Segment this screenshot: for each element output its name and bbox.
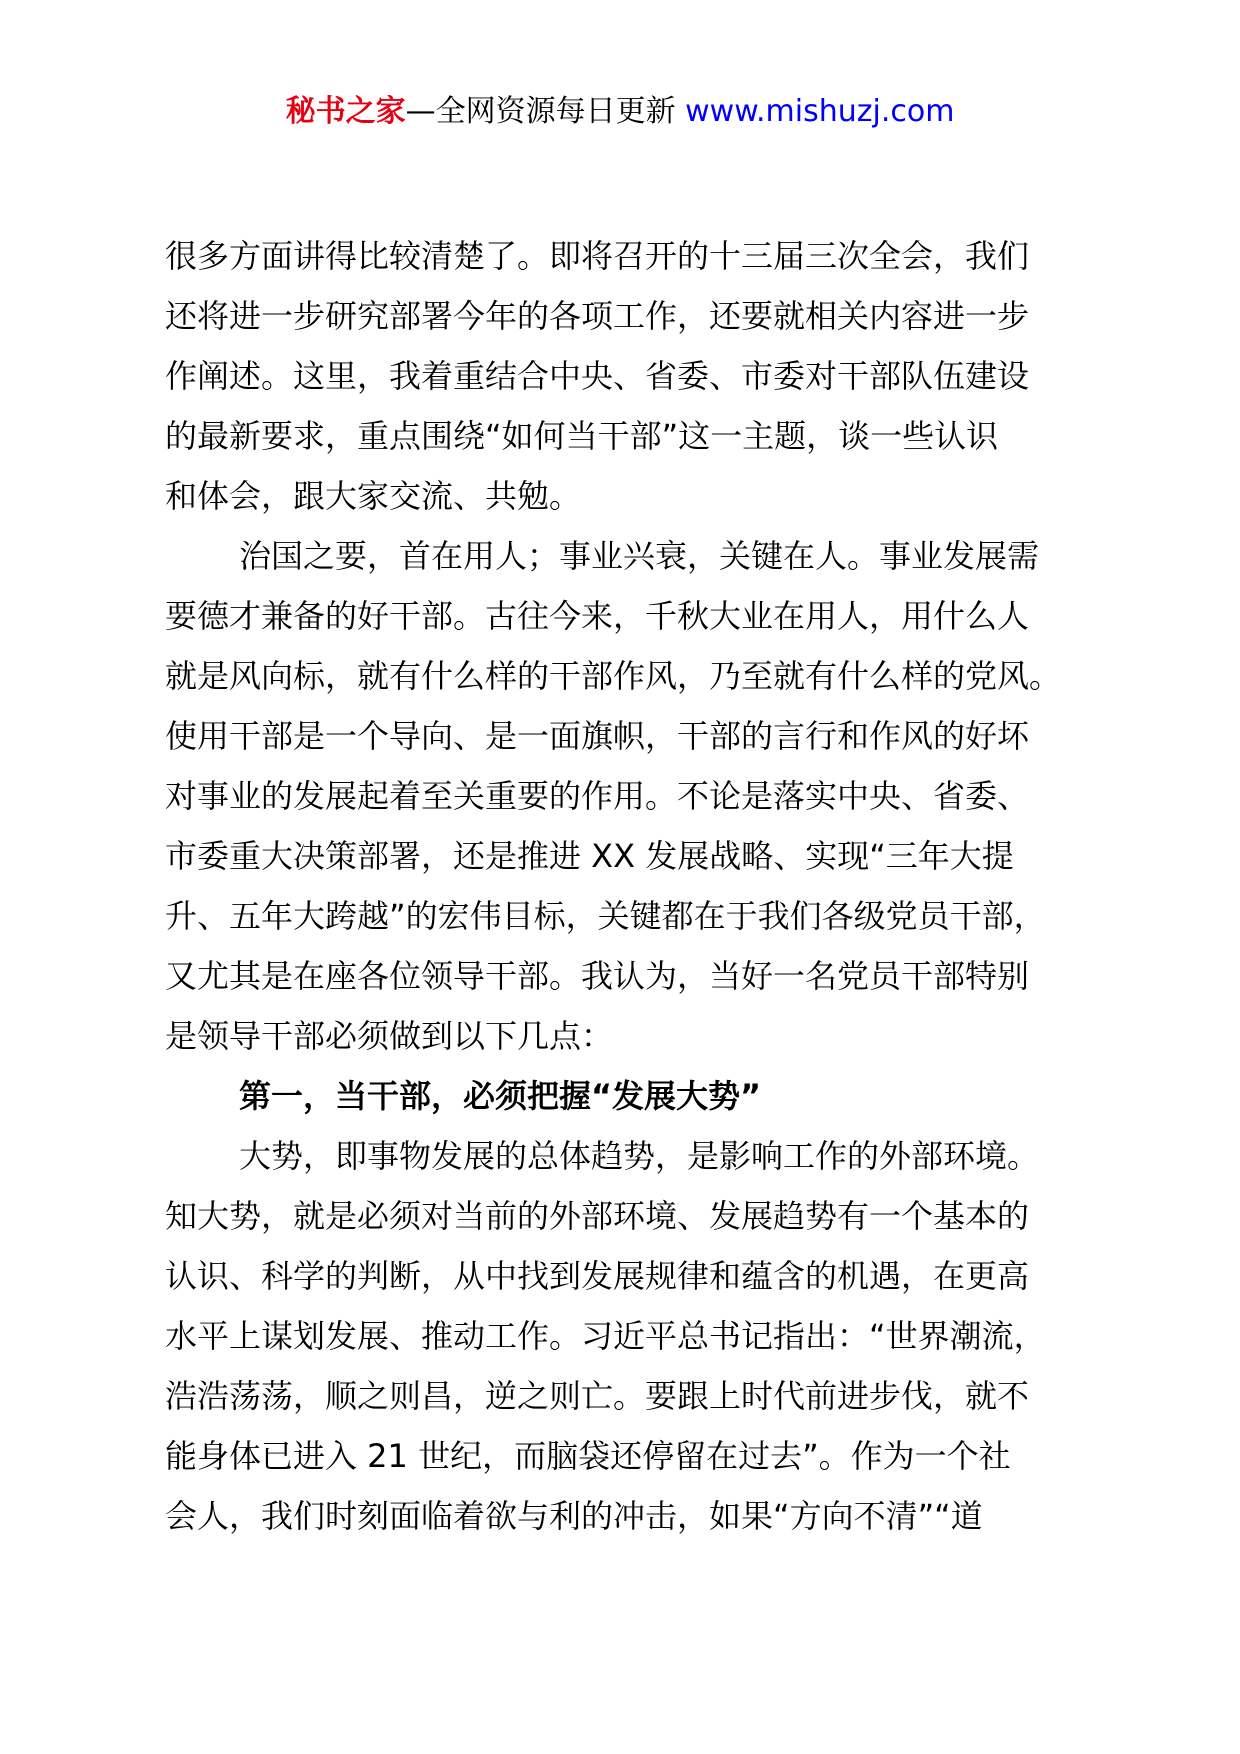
document-body bbox=[165, 226, 1100, 1546]
text-line: 知大势，就是必须对当前的外部环境、发展趋势有一个基本的 bbox=[165, 1197, 1030, 1235]
brand-name: 秘书之家 bbox=[285, 94, 406, 129]
text-line: 使用干部是一个导向、是一面旗帜，干部的言行和作风的好坏 bbox=[165, 717, 1030, 755]
text-line: 水平上谋划发展、推动工作。习近平总书记指出：“世界潮流， bbox=[165, 1317, 1046, 1355]
text-line: 作阐述。这里，我着重结合中央、省委、市委对干部队伍建设 bbox=[165, 357, 1030, 395]
text-line: 的最新要求，重点围绕“如何当干部”这一主题，谈一些认识 bbox=[165, 417, 999, 455]
text-line: 还将进一步研究部署今年的各项工作，还要就相关内容进一步 bbox=[165, 297, 1030, 335]
text-line: 能身体已进入 21 世纪，而脑袋还停留在过去”。作为一个社 bbox=[165, 1437, 1011, 1475]
text-line: 认识、科学的判断，从中找到发展规律和蕴含的机遇，在更高 bbox=[165, 1257, 1030, 1295]
paragraph-start-line: 大势，即事物发展的总体趋势，是影响工作的外部环境。 bbox=[239, 1137, 1040, 1175]
text-line: 浩浩荡荡，顺之则昌，逆之则亡。要跟上时代前进步伐，就不 bbox=[165, 1377, 1030, 1415]
text-line: 市委重大决策部署，还是推进 XX 发展战略、实现“三年大提 bbox=[165, 837, 1014, 875]
text-line: 会人，我们时刻面临着欲与利的冲击，如果“方向不清”“道 bbox=[165, 1497, 983, 1535]
section-heading: 第一，当干部，必须把握“发展大势” bbox=[239, 1077, 762, 1115]
text-line: 升、五年大跨越”的宏伟目标，关键都在于我们各级党员干部， bbox=[165, 897, 1046, 935]
text-line: 要德才兼备的好干部。古往今来，千秋大业在用人，用什么人 bbox=[165, 597, 1030, 635]
text-line: 对事业的发展起着至关重要的作用。不论是落实中央、省委、 bbox=[165, 777, 1030, 815]
website-url[interactable]: www.mishuzj.com bbox=[685, 94, 955, 129]
text-line: 是领导干部必须做到以下几点： bbox=[165, 1017, 614, 1055]
text-line: 和体会，跟大家交流、共勉。 bbox=[165, 477, 582, 515]
paragraph-start-line: 治国之要，首在用人；事业兴衰，关键在人。事业发展需 bbox=[239, 537, 1040, 575]
text-line: 又尤其是在座各位领导干部。我认为，当好一名党员干部特别 bbox=[165, 957, 1030, 995]
text-line: 很多方面讲得比较清楚了。即将召开的十三届三次全会，我们 bbox=[165, 237, 1030, 275]
header-tagline: —全网资源每日更新 bbox=[405, 94, 676, 129]
page-header bbox=[0, 92, 1240, 132]
text-line: 就是风向标，就有什么样的干部作风，乃至就有什么样的党风。 bbox=[165, 657, 1062, 695]
